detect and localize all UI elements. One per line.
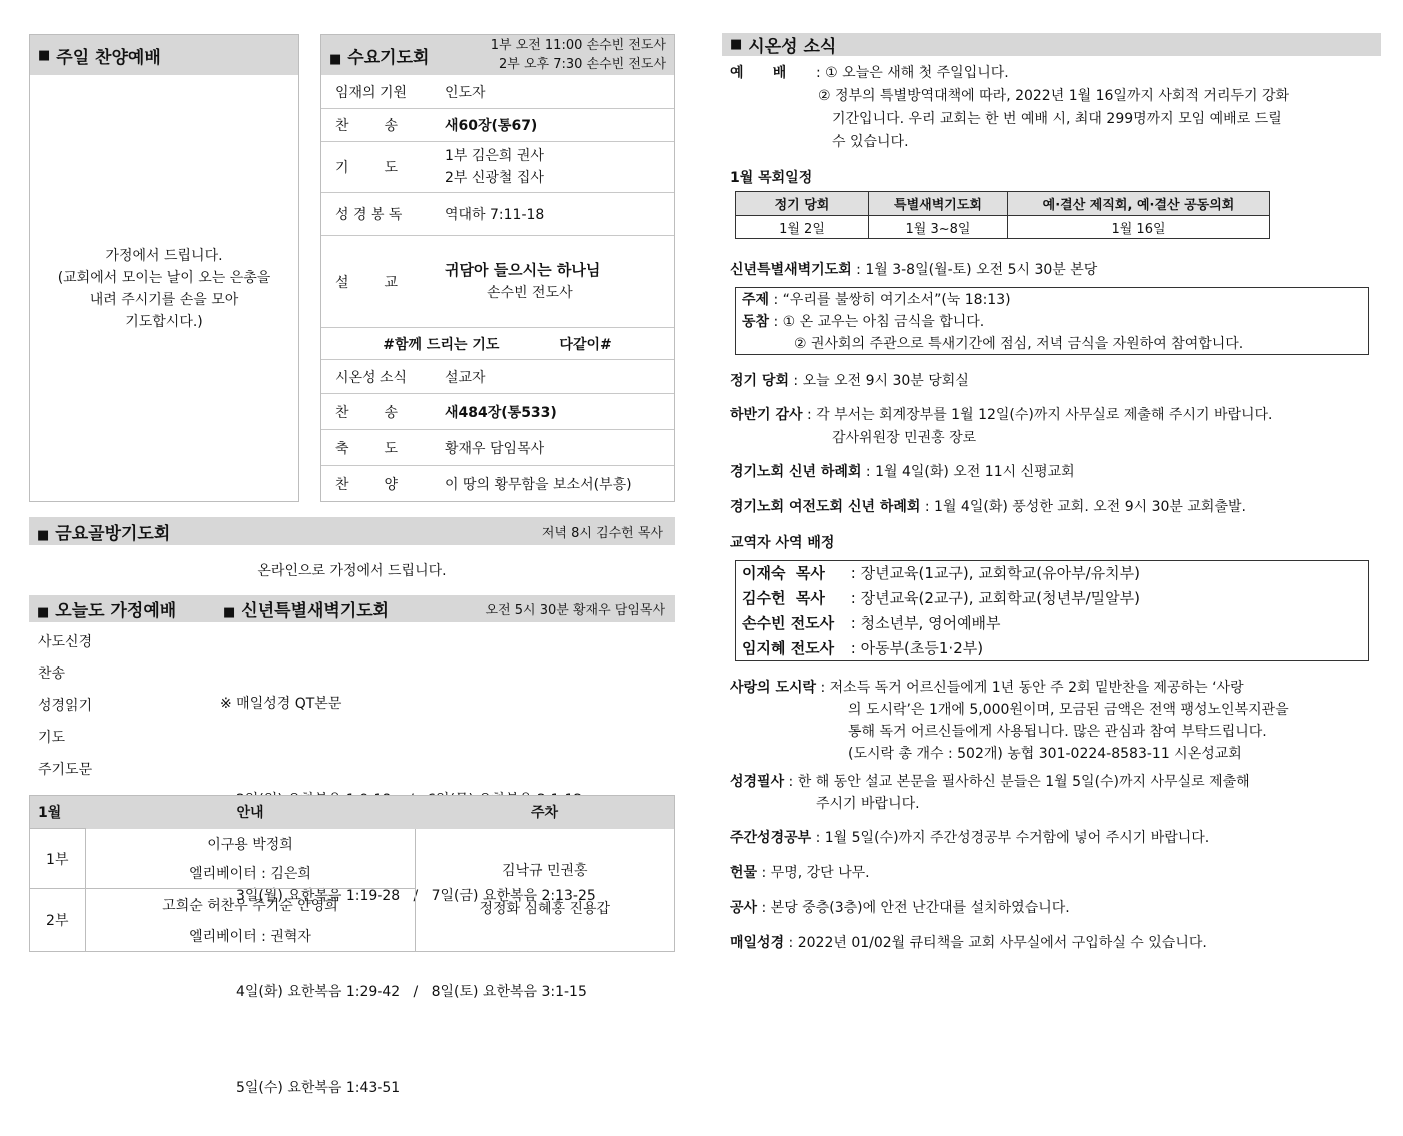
audit-notice: 하반기 감사 : 각 부서는 회계장부를 1월 12일(수)까지 사무실로 제출해 주시기 바랍니다. 감사위원장 민권홍 장로 — [730, 407, 1273, 446]
square-bullet-icon: ■ — [37, 605, 50, 620]
square-bullet-icon: ■ — [329, 51, 342, 67]
sunday-header — [30, 35, 298, 75]
duty-header-parking: 주차 — [530, 805, 559, 822]
friday-time: 저녁 8시 김수헌 목사 — [541, 525, 663, 541]
order-row: 찬송 새60장(통67) — [321, 109, 674, 142]
home-readings: ※ 매일성경 QT본문 2일(일) 요한복음 1:9-18 / 6일(목) 요한복음 2:1-12 3일(월) 요한복음 1:19-28 / 7일(금) 요한복음 2:13-25 4일(화) 요한복음 1:29-42 / 8일(토) 요한복음 3:1-15 5일(수) 요한복음 1:43-51 — [220, 696, 596, 1096]
order-row: 찬양 이 땅의 황무함을 보소서(부흥) — [335, 477, 632, 493]
news-header — [722, 33, 1381, 56]
wednesday-header — [321, 35, 674, 75]
friday-message: 온라인으로 가정에서 드립니다. — [257, 563, 447, 579]
wednesday-time-1: 1부 오전 11:00 손수빈 전도사 — [490, 38, 666, 53]
sunday-title: 주일 찬양예배 — [56, 47, 161, 68]
square-bullet-icon: ■ — [37, 527, 50, 543]
wednesday-panel — [320, 34, 675, 502]
daily-notice: 매일성경 : 2022년 01/02월 큐티책을 교회 사무실에서 구입하실 수 있습니다. — [730, 935, 1207, 951]
staff-box — [735, 560, 1369, 661]
copy-notice: 성경필사 : 한 해 동안 설교 본문을 필사하신 분들은 1월 5일(수)까지 사무실로 제출해 주시기 바랍니다. — [730, 774, 1250, 812]
friday-header — [29, 517, 675, 545]
dawn-title: 신년특별새벽기도회 — [241, 601, 390, 621]
staff-title: 교역자 사역 배정 — [730, 535, 835, 551]
wednesday-time-2: 2부 오후 7:30 손수빈 전도사 — [498, 57, 666, 72]
together-row: #함께 드리는 기도 다같이# — [321, 328, 674, 360]
wednesday-title: 수요기도회 — [347, 47, 430, 68]
dawn-notice: 신년특별새벽기도회 : 1월 3-8일(월-토) 오전 5시 30분 본당 — [730, 262, 1098, 278]
news-title: 시온성 소식 — [748, 37, 837, 57]
schedule-title: 1월 목회일정 — [730, 170, 813, 186]
duty-header-guide: 안내 — [236, 805, 264, 822]
lunch-notice: 사랑의 도시락 : 저소득 독거 어르신들에게 1년 동안 주 2회 밑반찬을 제공하는 ‘사랑 의 도시락’은 1개에 5,000원이며, 모금된 금액은 전액 팽성노인복지관을 통해 독거 어르신들에게 사용됩니다. 많은 관심과 참여 부탁드립니다. (도시락 총 개수 : 502개) 농협 301-0224-8583-11 시온성교회 — [730, 680, 1289, 762]
order-row: 기도 1부 김은희 권사 2부 신광철 집사 — [321, 142, 674, 193]
square-bullet-icon: ■ — [38, 47, 51, 63]
gift-notice: 헌물 : 무명, 강단 나무. — [730, 865, 870, 881]
home-title: 오늘도 가정예배 — [55, 601, 177, 621]
session-notice: 정기 당회 : 오늘 오전 9시 30분 당회실 — [730, 373, 969, 389]
square-bullet-icon: ■ — [223, 605, 236, 620]
duty-header-month: 1월 — [38, 805, 62, 821]
staff-row: 이재숙 목사 : 장년교육(1교구), 교회학교(유아부/유치부) — [742, 564, 1140, 582]
order-row: 성 경 봉 독 역대하 7:11-18 — [321, 193, 674, 236]
sermon-title: 귀담아 들으시는 하나님 — [445, 260, 601, 279]
weekly-notice: 주간성경공부 : 1월 5일(수)까지 주간성경공부 수거함에 넣어 주시기 바랍니다. — [730, 830, 1210, 846]
order-row: 시온성 소식 설교자 — [321, 360, 674, 394]
staff-row: 손수빈 전도사 : 청소년부, 영어예배부 — [742, 614, 1001, 632]
staff-row: 임지혜 전도사 : 아동부(초등1·2부) — [742, 639, 984, 657]
women-notice: 경기노회 여전도회 신년 하례회 : 1월 4일(화) 풍성한 교회. 오전 9시 30분 교회출발. — [730, 499, 1246, 515]
order-row: 설교 귀담아 들으시는 하나님 손수빈 전도사 — [321, 236, 674, 328]
dawn-box: 주제 : “우리를 불쌍히 여기소서”(눅 18:13) 동참 : ① 온 교우는 아침 금식을 합니다. ② 권사회의 주관으로 특새기간에 점심, 저녁 금식을 자원하여 참여합니다. — [735, 287, 1369, 355]
order-row: 축도 황재우 담임목사 — [321, 430, 674, 466]
work-notice: 공사 : 본당 중층(3층)에 안전 난간대를 설치하였습니다. — [730, 900, 1070, 916]
friday-title: 금요골방기도회 — [55, 523, 171, 544]
elder-notice: 경기노회 신년 하례회 : 1월 4일(화) 오전 11시 신평교회 — [730, 464, 1075, 480]
parking-cell: 김낙규 민권홍 정정화 심혜홍 진용갑 — [479, 862, 611, 917]
square-bullet-icon: ■ — [730, 37, 743, 52]
staff-row: 김수헌 목사 : 장년교육(2교구), 교회학교(청년부/밀알부) — [742, 589, 1140, 607]
sunday-message: 가정에서 드립니다. (교회에서 모이는 날이 오는 은총을 내려 주시기를 손을 모아 기도합시다.) — [57, 248, 271, 330]
sunday-panel — [29, 34, 299, 502]
schedule-table: 정기 당회 특별새벽기도회 예·결산 제직회, 예·결산 공동의회 1월 2일 1월 3~8일 1월 16일 — [735, 191, 1270, 239]
home-header — [29, 595, 675, 622]
dawn-time: 오전 5시 30분 황재우 담임목사 — [485, 603, 665, 618]
duty-table: 1월 안내 주차 1부 이구용 박정희 김낙규 민권홍 정정화 심혜홍 진용갑 엘리베이터 : 김은희 2부 고희순 허찬우 주기순 안영희 엘리베이터 : 권혁자 — [29, 795, 675, 952]
worship-notice: 예 배 : ① 오늘은 새해 첫 주일입니다. ② 정부의 특별방역대책에 따라, 2022년 1월 16일까지 사회적 거리두기 강화 기간입니다. 우리 교회는 한 번 예배 시, 최대 299명까지 모임 예배로 드릴 수 있습니다. — [730, 65, 1290, 150]
order-row: 임재의 기원 인도자 — [321, 75, 674, 109]
home-labels: 사도신경 찬송 성경읽기 기도 주기도문 — [38, 634, 93, 778]
order-row: 찬송 새484장(통533) — [321, 394, 674, 430]
